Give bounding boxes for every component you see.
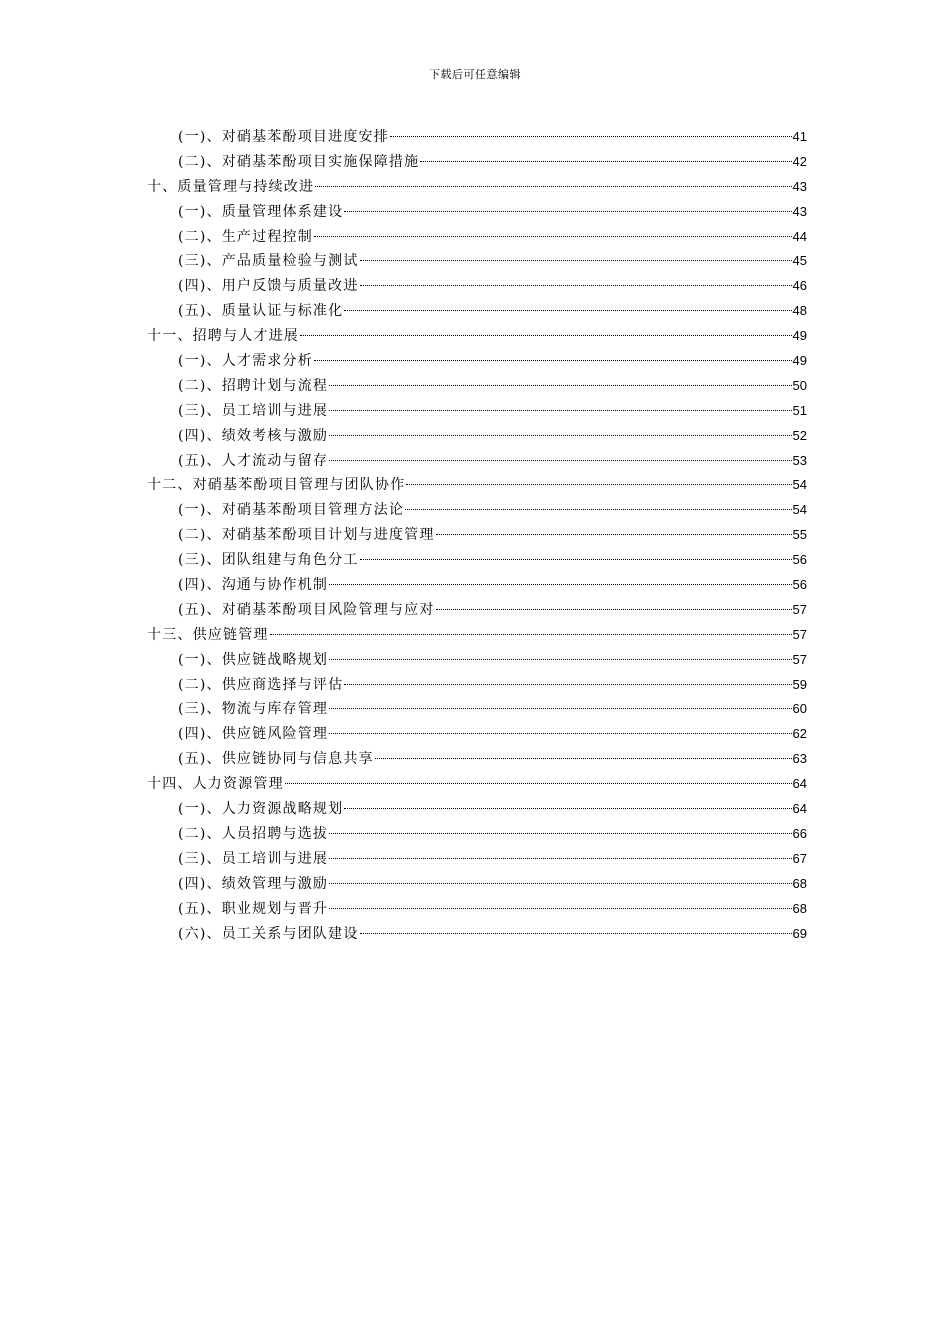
toc-entry-page-number: 45 xyxy=(792,253,807,269)
toc-entry-page-number: 66 xyxy=(792,825,807,841)
toc-entry-title: (二)、供应商选择与评估 xyxy=(178,676,344,693)
toc-dot-leader xyxy=(360,559,792,560)
toc-entry-title: (三)、产品质量检验与测试 xyxy=(178,253,359,270)
toc-entry-page-number: 54 xyxy=(792,477,807,493)
toc-dot-leader xyxy=(314,360,792,361)
toc-entry-title: (一)、供应链战略规划 xyxy=(178,651,329,668)
toc-entry-title: (四)、用户反馈与质量改进 xyxy=(178,278,359,295)
toc-entry[interactable] xyxy=(147,274,807,299)
toc-entry-page-number: 64 xyxy=(792,801,807,817)
toc-entry-page-number: 68 xyxy=(792,875,807,891)
toc-entry[interactable] xyxy=(147,225,807,250)
toc-dot-leader xyxy=(329,733,791,734)
toc-dot-leader xyxy=(344,684,791,685)
toc-entry-page-number: 55 xyxy=(792,527,807,543)
toc-dot-leader xyxy=(436,534,792,535)
toc-entry-page-number: 69 xyxy=(792,925,807,941)
toc-entry[interactable] xyxy=(147,175,807,200)
toc-dot-leader xyxy=(300,335,792,336)
toc-dot-leader xyxy=(314,236,792,237)
toc-entry[interactable] xyxy=(147,573,807,598)
toc-entry[interactable] xyxy=(147,722,807,747)
toc-dot-leader xyxy=(344,211,791,212)
toc-entry[interactable] xyxy=(147,822,807,847)
toc-dot-leader xyxy=(375,758,792,759)
toc-entry-page-number: 56 xyxy=(792,552,807,568)
toc-entry-page-number: 49 xyxy=(792,328,807,344)
toc-dot-leader xyxy=(360,260,792,261)
toc-entry[interactable] xyxy=(147,523,807,548)
toc-entry[interactable] xyxy=(147,673,807,698)
toc-entry[interactable] xyxy=(147,449,807,474)
toc-entry-title: (二)、人员招聘与选拔 xyxy=(178,825,329,842)
toc-entry[interactable] xyxy=(147,747,807,772)
toc-dot-leader xyxy=(329,435,791,436)
toc-dot-leader xyxy=(405,509,791,510)
toc-entry-title: (五)、人才流动与留存 xyxy=(178,452,329,469)
toc-dot-leader xyxy=(420,161,791,162)
toc-entry-title: 十一、招聘与人才进展 xyxy=(147,328,299,345)
toc-entry[interactable] xyxy=(147,897,807,922)
toc-entry[interactable] xyxy=(147,150,807,175)
toc-entry-page-number: 63 xyxy=(792,751,807,767)
toc-dot-leader xyxy=(285,783,792,784)
toc-entry-title: (四)、绩效管理与激励 xyxy=(178,875,329,892)
toc-entry[interactable] xyxy=(147,324,807,349)
toc-dot-leader xyxy=(360,933,792,934)
toc-entry-title: (三)、物流与库存管理 xyxy=(178,701,329,718)
toc-entry[interactable] xyxy=(147,847,807,872)
toc-entry-title: (五)、对硝基苯酚项目风险管理与应对 xyxy=(178,601,435,618)
toc-entry[interactable] xyxy=(147,349,807,374)
toc-entry-title: 十二、对硝基苯酚项目管理与团队协作 xyxy=(147,477,406,494)
toc-entry-title: (五)、职业规划与晋升 xyxy=(178,900,329,917)
toc-dot-leader xyxy=(329,410,791,411)
toc-entry-page-number: 46 xyxy=(792,278,807,294)
toc-entry[interactable] xyxy=(147,498,807,523)
toc-entry-page-number: 62 xyxy=(792,726,807,742)
toc-entry[interactable] xyxy=(147,922,807,947)
toc-entry-page-number: 43 xyxy=(792,203,807,219)
toc-entry-page-number: 57 xyxy=(792,626,807,642)
toc-dot-leader xyxy=(344,808,791,809)
toc-entry-title: (二)、对硝基苯酚项目计划与进度管理 xyxy=(178,527,435,544)
toc-entry-title: (五)、质量认证与标准化 xyxy=(178,303,344,320)
toc-entry[interactable] xyxy=(147,623,807,648)
toc-entry-title: (三)、员工培训与进展 xyxy=(178,402,329,419)
toc-dot-leader xyxy=(406,484,791,485)
toc-entry-page-number: 52 xyxy=(792,427,807,443)
toc-dot-leader xyxy=(436,609,792,610)
toc-dot-leader xyxy=(329,858,791,859)
toc-entry[interactable] xyxy=(147,697,807,722)
toc-entry-page-number: 60 xyxy=(792,701,807,717)
toc-entry-page-number: 57 xyxy=(792,651,807,667)
toc-entry[interactable] xyxy=(147,797,807,822)
toc-dot-leader xyxy=(344,310,791,311)
toc-entry-page-number: 67 xyxy=(792,850,807,866)
toc-entry-page-number: 68 xyxy=(792,900,807,916)
toc-entry-page-number: 57 xyxy=(792,601,807,617)
toc-entry-page-number: 43 xyxy=(792,178,807,194)
toc-entry-title: (一)、对硝基苯酚项目管理方法论 xyxy=(178,502,405,519)
toc-entry[interactable] xyxy=(147,772,807,797)
toc-dot-leader xyxy=(390,136,792,137)
toc-entry-page-number: 59 xyxy=(792,676,807,692)
toc-dot-leader xyxy=(329,460,791,461)
toc-entry[interactable] xyxy=(147,200,807,225)
toc-entry-page-number: 49 xyxy=(792,353,807,369)
toc-dot-leader xyxy=(329,833,791,834)
toc-dot-leader xyxy=(329,908,791,909)
toc-entry-title: (一)、质量管理体系建设 xyxy=(178,203,344,220)
toc-entry-page-number: 50 xyxy=(792,377,807,393)
toc-entry-title: (二)、招聘计划与流程 xyxy=(178,377,329,394)
toc-entry-title: (一)、人力资源战略规划 xyxy=(178,801,344,818)
toc-entry-page-number: 41 xyxy=(792,129,807,144)
toc-entry[interactable] xyxy=(147,399,807,424)
toc-entry[interactable] xyxy=(147,424,807,449)
toc-entry-page-number: 48 xyxy=(792,303,807,319)
page-header: 下载后可任意编辑 xyxy=(429,68,521,81)
toc-entry-page-number: 53 xyxy=(792,452,807,468)
toc-entry-title: (三)、员工培训与进展 xyxy=(178,850,329,867)
toc-entry-page-number: 56 xyxy=(792,577,807,593)
toc-dot-leader xyxy=(329,385,791,386)
toc-dot-leader xyxy=(329,659,791,660)
toc-dot-leader xyxy=(315,186,791,187)
toc-entry-title: (二)、对硝基苯酚项目实施保障措施 xyxy=(178,153,420,170)
toc-entry-title: (六)、员工关系与团队建设 xyxy=(178,925,359,942)
toc-entry[interactable] xyxy=(147,249,807,274)
toc-entry-title: (三)、团队组建与角色分工 xyxy=(178,552,359,569)
toc-dot-leader xyxy=(329,883,791,884)
toc-dot-leader xyxy=(360,285,792,286)
toc-entry-page-number: 42 xyxy=(792,153,807,169)
toc-entry-title: (四)、绩效考核与激励 xyxy=(178,427,329,444)
toc-entry[interactable] xyxy=(147,648,807,673)
toc-entry-title: 十三、供应链管理 xyxy=(147,626,269,643)
toc-entry[interactable] xyxy=(147,299,807,324)
table-of-contents xyxy=(147,125,807,946)
toc-entry-page-number: 44 xyxy=(792,228,807,244)
toc-entry-page-number: 64 xyxy=(792,776,807,792)
toc-entry[interactable] xyxy=(147,473,807,498)
toc-entry-title: (一)、对硝基苯酚项目进度安排 xyxy=(178,129,389,145)
toc-entry-title: (一)、人才需求分析 xyxy=(178,353,313,370)
toc-entry[interactable] xyxy=(147,548,807,573)
toc-entry-title: (五)、供应链协同与信息共享 xyxy=(178,751,374,768)
toc-entry[interactable] xyxy=(147,125,807,150)
toc-dot-leader xyxy=(270,634,792,635)
toc-entry-title: 十四、人力资源管理 xyxy=(147,776,284,793)
toc-entry[interactable] xyxy=(147,598,807,623)
toc-entry-title: (四)、沟通与协作机制 xyxy=(178,577,329,594)
toc-entry-page-number: 51 xyxy=(792,402,807,418)
toc-dot-leader xyxy=(329,708,791,709)
toc-entry-title: (二)、生产过程控制 xyxy=(178,228,313,245)
toc-entry[interactable] xyxy=(147,872,807,897)
toc-entry-page-number: 54 xyxy=(792,502,807,518)
toc-entry-title: (四)、供应链风险管理 xyxy=(178,726,329,743)
toc-dot-leader xyxy=(329,584,791,585)
toc-entry-title: 十、质量管理与持续改进 xyxy=(147,178,315,195)
toc-entry[interactable] xyxy=(147,374,807,399)
